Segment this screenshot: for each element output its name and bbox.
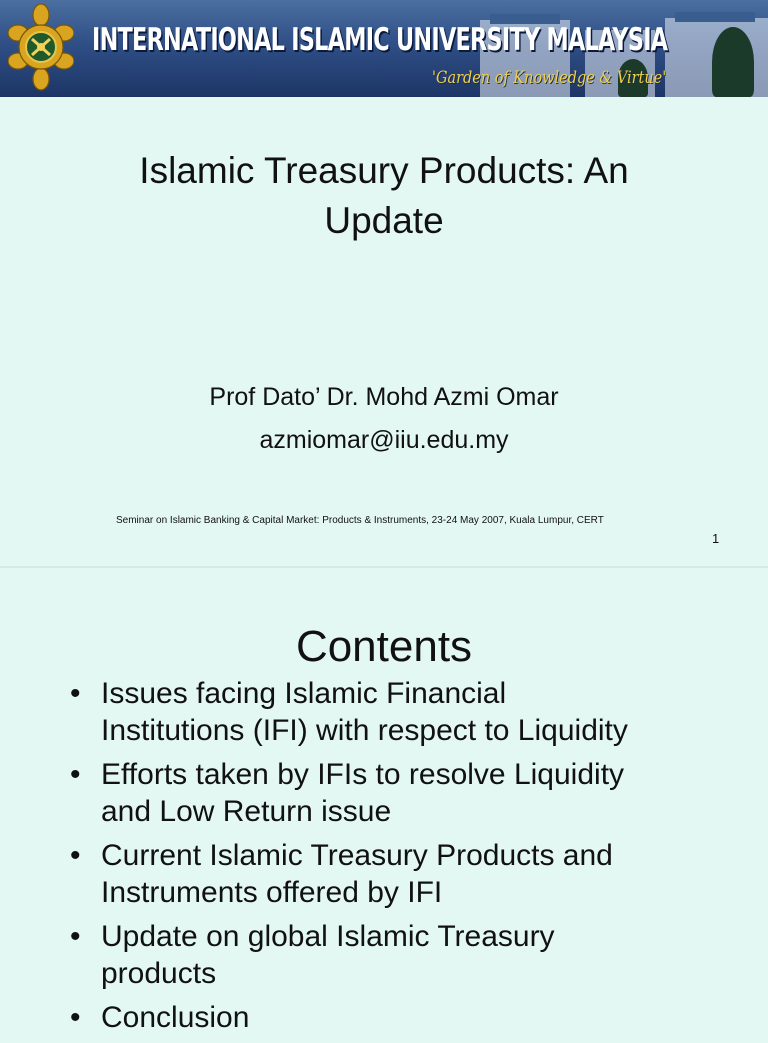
slide-title xyxy=(0,146,768,246)
bullet-icon: • xyxy=(70,1001,81,1034)
slide-title-line: Islamic Treasury Products: An xyxy=(139,150,629,191)
banner-roof xyxy=(675,12,755,22)
page-number: 1 xyxy=(712,531,720,546)
list-item-line: Institutions (IFI) with respect to Liquidity xyxy=(101,714,628,747)
list-item xyxy=(70,999,760,1036)
list-item-line: Efforts taken by IFIs to resolve Liquidity xyxy=(101,758,625,791)
list-item-line: Update on global Islamic Treasury xyxy=(101,920,555,953)
banner-tree xyxy=(712,27,754,97)
iium-crest-icon xyxy=(8,3,74,91)
list-item-line: Current Islamic Treasury Products and xyxy=(101,839,613,872)
seminar-footer: Seminar on Islamic Banking & Capital Market: Products & Instruments, 23-24 May 2007, Kuala Lumpur, CERT xyxy=(116,515,604,526)
author-name: Prof Dato’ Dr. Mohd Azmi Omar xyxy=(209,383,559,411)
university-tagline: 'Garden of Knowledge & Virtue' xyxy=(432,68,667,88)
list-item-line: products xyxy=(101,957,217,990)
university-name: INTERNATIONAL ISLAMIC UNIVERSITY MALAYSIA xyxy=(92,22,668,58)
list-item-line: and Low Return issue xyxy=(101,795,392,828)
list-item xyxy=(70,837,760,911)
list-item-line: Issues facing Islamic Financial xyxy=(101,677,507,710)
slide-title-line: Update xyxy=(324,200,444,241)
slide-divider xyxy=(0,566,768,568)
list-item xyxy=(70,918,760,992)
bullet-icon: • xyxy=(70,758,81,791)
author-email: azmiomar@iiu.edu.my xyxy=(259,426,509,454)
list-item xyxy=(70,756,760,830)
bullet-icon: • xyxy=(70,839,81,872)
bullet-icon: • xyxy=(70,920,81,953)
list-item xyxy=(70,675,760,749)
list-item-line: Conclusion xyxy=(101,1001,250,1034)
contents-title: Contents xyxy=(295,622,473,671)
bullet-icon: • xyxy=(70,677,81,710)
list-item-line: Instruments offered by IFI xyxy=(101,876,443,909)
contents-list xyxy=(70,675,760,1043)
university-banner xyxy=(0,0,768,97)
